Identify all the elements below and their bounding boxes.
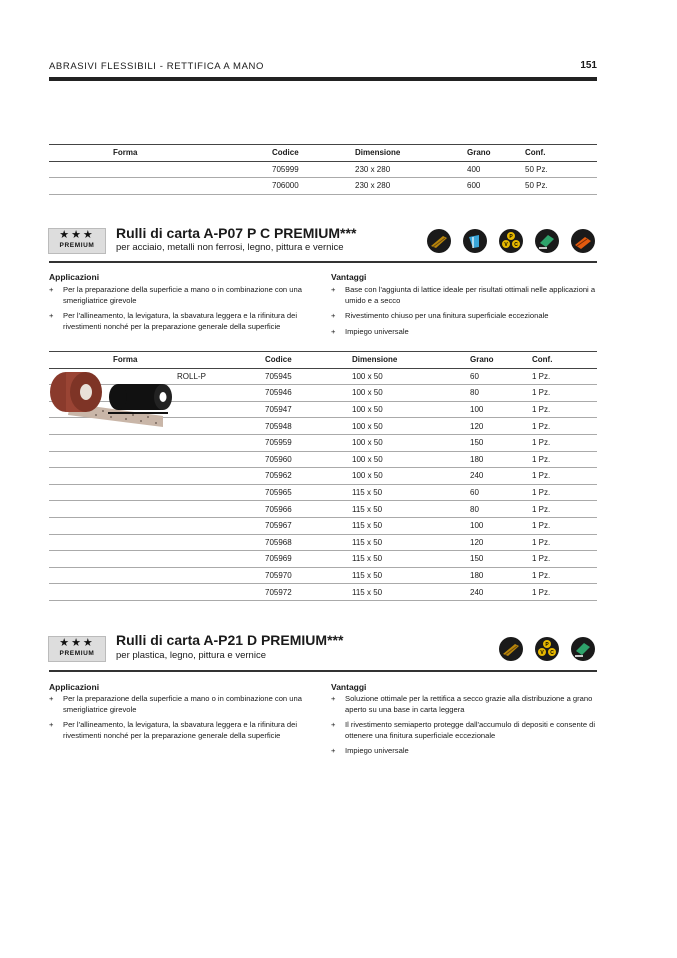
svg-text:P: P [509, 234, 513, 240]
col-dimensione: Dimensione [355, 148, 401, 158]
table-row [49, 161, 597, 178]
col-conf: Conf. [532, 355, 553, 365]
cell-grano: 100 [470, 521, 484, 531]
applications-list [49, 694, 319, 746]
cell-dimensione: 115 x 50 [352, 521, 383, 531]
rust-icon [571, 229, 595, 253]
cell-codice: 705946 [265, 388, 292, 398]
cell-grano: 180 [470, 571, 484, 581]
wood-icon [427, 229, 451, 253]
cell-codice: 705948 [265, 421, 292, 431]
cell-dimensione: 115 x 50 [352, 571, 383, 581]
cell-dimensione: 115 x 50 [352, 488, 383, 498]
cell-grano: 100 [470, 405, 484, 415]
cell-conf: 1 Pz. [532, 554, 551, 564]
cell-conf: 1 Pz. [532, 587, 551, 597]
list-item: + Impiego universale [331, 327, 597, 338]
table-row [49, 584, 597, 601]
cell-dimensione: 100 x 50 [352, 388, 383, 398]
cell-dimensione: 115 x 50 [352, 554, 383, 564]
cell-dimensione: 230 x 280 [355, 164, 391, 174]
page-number: 151 [580, 60, 597, 71]
table-row [49, 484, 597, 501]
premium-badge [48, 228, 106, 254]
advantages-list [331, 694, 597, 762]
cell-codice: 705999 [272, 164, 299, 174]
product-title: Rulli di carta A-P07 P C PREMIUM*** [116, 225, 357, 241]
running-header: ABRASIVI FLESSIBILI - RETTIFICA A MANO [49, 61, 264, 72]
product-subtitle: per acciaio, metalli non ferrosi, legno, pittura e vernice [116, 242, 344, 253]
list-item: + Soluzione ottimale per la rettifica a secco grazie alla distribuzione a grano aperto su una base in carta leggera [331, 694, 597, 715]
paint-varnish-icon [499, 229, 523, 253]
applications-heading: Applicazioni [49, 272, 100, 282]
cell-codice: 706000 [272, 181, 299, 191]
cell-grano: 150 [470, 554, 484, 564]
cell-conf: 50 Pz. [525, 164, 548, 174]
cell-codice: 705968 [265, 537, 292, 547]
cell-dimensione: 115 x 50 [352, 587, 383, 597]
table-header-row [49, 145, 597, 162]
cell-dimensione: 230 x 280 [355, 181, 391, 191]
header-rule [49, 77, 597, 81]
table-row [49, 434, 597, 451]
list-item: + Per la preparazione della superficie a mano o in combinazione con una smerigliatrice girevole [49, 694, 319, 715]
svg-text:C: C [514, 242, 518, 248]
cell-codice: 705972 [265, 587, 292, 597]
list-item: + Per la preparazione della superficie a mano o in combinazione con una smerigliatrice girevole [49, 285, 319, 306]
cell-conf: 1 Pz. [532, 521, 551, 531]
list-item: + Per l'allineamento, la levigatura, la sbavatura leggera e la rifinitura dei rivestimenti nonché per la preparazione generale della superficie [49, 311, 319, 332]
cell-codice: 705969 [265, 554, 292, 564]
sanding-icon [535, 229, 559, 253]
svg-text:C: C [550, 650, 554, 656]
cell-grano: 600 [467, 181, 481, 191]
cell-grano: 80 [470, 504, 479, 514]
svg-text:V: V [504, 242, 508, 248]
cell-dimensione: 100 x 50 [352, 371, 383, 381]
cell-grano: 120 [470, 421, 484, 431]
cell-codice: 705970 [265, 571, 292, 581]
cell-conf: 1 Pz. [532, 371, 551, 381]
cell-codice: 705945 [265, 371, 292, 381]
table-row [49, 517, 597, 534]
col-forma: Forma [113, 355, 138, 365]
cell-codice: 705966 [265, 504, 292, 514]
cell-conf: 1 Pz. [532, 454, 551, 464]
cell-grano: 240 [470, 471, 484, 481]
col-dimensione: Dimensione [352, 355, 398, 365]
form-label: ROLL-P [177, 372, 206, 381]
premium-label: PREMIUM [59, 242, 95, 249]
cell-dimensione: 100 x 50 [352, 405, 383, 415]
cell-codice: 705960 [265, 454, 292, 464]
table-row [49, 567, 597, 584]
cell-dimensione: 115 x 50 [352, 537, 383, 547]
cell-grano: 60 [470, 371, 479, 381]
cell-conf: 50 Pz. [525, 181, 548, 191]
cell-grano: 240 [470, 587, 484, 597]
advantages-heading: Vantaggi [331, 682, 367, 692]
cell-conf: 1 Pz. [532, 471, 551, 481]
product-subtitle: per plastica, legno, pittura e vernice [116, 650, 266, 661]
svg-text:P: P [545, 642, 549, 648]
applications-list [49, 285, 319, 337]
table-header-row [49, 352, 597, 369]
cell-codice: 705959 [265, 438, 292, 448]
table-row [49, 451, 597, 468]
list-item: + Impiego universale [331, 746, 597, 757]
cell-conf: 1 Pz. [532, 421, 551, 431]
cell-conf: 1 Pz. [532, 438, 551, 448]
cell-codice: 705967 [265, 521, 292, 531]
cell-dimensione: 100 x 50 [352, 454, 383, 464]
steel-icon [463, 229, 487, 253]
cell-grano: 80 [470, 388, 479, 398]
col-forma: Forma [113, 148, 138, 158]
cell-grano: 60 [470, 488, 479, 498]
cell-conf: 1 Pz. [532, 405, 551, 415]
sanding-icon [571, 637, 595, 661]
cell-dimensione: 100 x 50 [352, 421, 383, 431]
cell-dimensione: 100 x 50 [352, 471, 383, 481]
cell-conf: 1 Pz. [532, 488, 551, 498]
section-rule [49, 261, 597, 263]
cell-grano: 180 [470, 454, 484, 464]
paint-varnish-icon [535, 637, 559, 661]
table-row [49, 551, 597, 568]
cell-grano: 120 [470, 537, 484, 547]
cell-conf: 1 Pz. [532, 504, 551, 514]
cell-conf: 1 Pz. [532, 571, 551, 581]
col-conf: Conf. [525, 148, 546, 158]
cell-codice: 705965 [265, 488, 292, 498]
cell-conf: 1 Pz. [532, 388, 551, 398]
table-row [49, 534, 597, 551]
col-codice: Codice [265, 355, 292, 365]
cell-grano: 400 [467, 164, 481, 174]
advantages-heading: Vantaggi [331, 272, 367, 282]
list-item: + Il rivestimento semiaperto protegge dall'accumulo di depositi e consente di ottenere una finitura superficiale eccezionale [331, 720, 597, 741]
table-row [49, 468, 597, 485]
cell-grano: 150 [470, 438, 484, 448]
section-rule [49, 670, 597, 672]
applications-heading: Applicazioni [49, 682, 100, 692]
cell-conf: 1 Pz. [532, 537, 551, 547]
cell-dimensione: 115 x 50 [352, 504, 383, 514]
stars-icon: ★★★ [59, 229, 95, 241]
svg-text:V: V [540, 650, 544, 656]
premium-label: PREMIUM [59, 650, 95, 657]
list-item: + Rivestimento chiuso per una finitura superficiale eccezionale [331, 311, 597, 322]
stars-icon: ★★★ [59, 637, 95, 649]
col-codice: Codice [272, 148, 299, 158]
list-item: + Base con l'aggiunta di lattice ideale per risultati ottimali nelle applicazioni a umido e a secco [331, 285, 597, 306]
list-item: + Per l'allineamento, la levigatura, la sbavatura leggera e la rifinitura dei rivestimenti nonché per la preparazione generale della superficie [49, 720, 319, 741]
cell-codice: 705947 [265, 405, 292, 415]
cell-codice: 705962 [265, 471, 292, 481]
col-grano: Grano [470, 355, 494, 365]
table-row [49, 178, 597, 195]
roll-shape-icon [108, 384, 172, 413]
product-title: Rulli di carta A-P21 D PREMIUM*** [116, 632, 344, 648]
advantages-list [331, 285, 597, 342]
product-table-top [49, 144, 597, 195]
wood-icon [499, 637, 523, 661]
table-row [49, 501, 597, 518]
cell-dimensione: 100 x 50 [352, 438, 383, 448]
premium-badge [48, 636, 106, 662]
col-grano: Grano [467, 148, 491, 158]
